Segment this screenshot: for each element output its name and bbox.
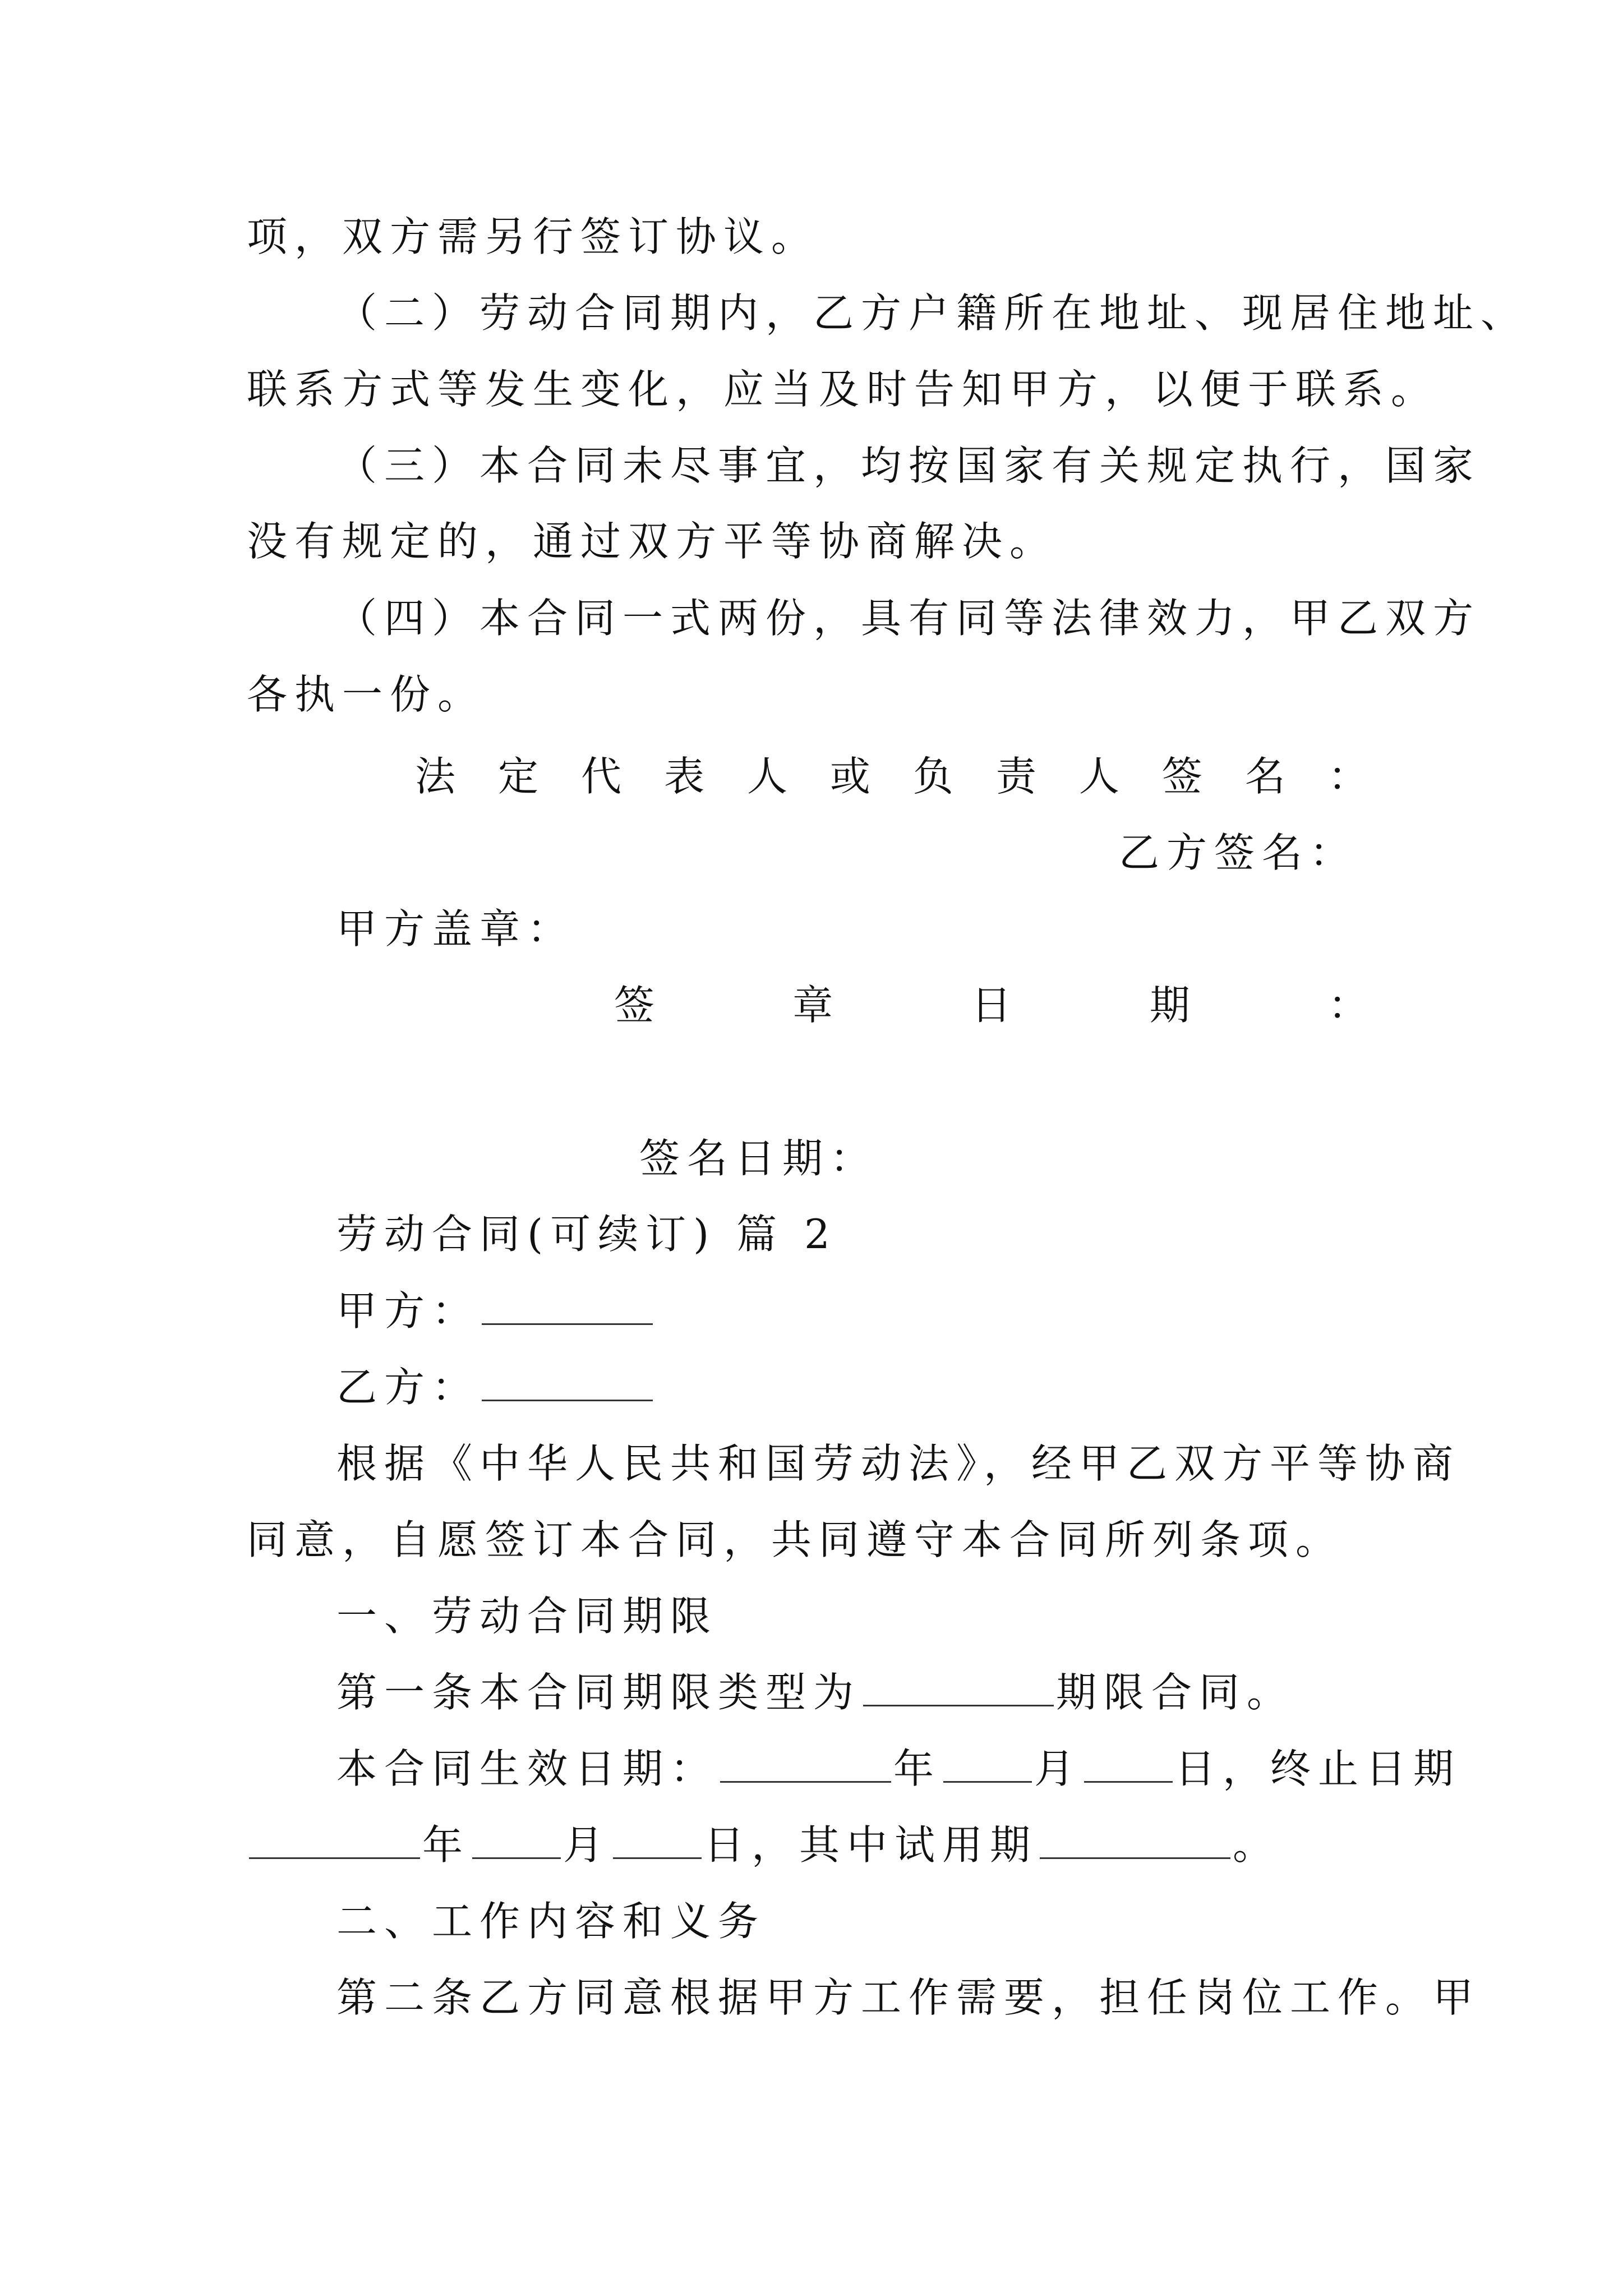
- paragraph-line: 项，双方需另行签订协议。: [247, 213, 819, 260]
- effective-year-blank: [720, 1741, 891, 1783]
- article-1-line: 第一条本合同期限类型为 期限合同。: [336, 1664, 1380, 1720]
- legal-representative-signature-label: 法 定 代 表 人 或 负 责 人 签 名 ：: [415, 753, 1368, 800]
- paragraph-line: 根据《中华人民共和国劳动法》，经甲乙双方平等协商: [336, 1440, 1461, 1487]
- party-b-field: [336, 1359, 1380, 1415]
- party-b-signature-label: 乙方签名：: [1119, 829, 1358, 876]
- effective-month-blank: [943, 1741, 1032, 1783]
- heading-contract-term: 一、劳动合同期限: [336, 1593, 718, 1640]
- contract-type-blank: [863, 1664, 1054, 1706]
- paragraph-line: （四）本合同一式两份，具有同等法律效力，甲乙双方: [336, 595, 1481, 642]
- paragraph-line: 第二条乙方同意根据甲方工作需要，担任岗位工作。甲: [336, 1974, 1481, 2021]
- effective-date-line: 本合同生效日期： 年 月 日，终止日期: [336, 1741, 1380, 1797]
- paragraph-line: 各执一份。: [247, 671, 486, 718]
- section-title: 劳动合同(可续订) 篇 2: [336, 1211, 837, 1258]
- signature-date-label: 签名日期：: [639, 1135, 878, 1182]
- party-a-field: [336, 1283, 1380, 1339]
- end-month-blank: [472, 1817, 561, 1859]
- party-a-blank: [482, 1283, 653, 1325]
- paragraph-line: 同意，自愿签订本合同，共同遵守本合同所列条项。: [247, 1516, 1344, 1563]
- heading-work-content: 二、工作内容和义务: [336, 1898, 766, 1945]
- seal-date-label: 签 章 日 期 ：: [614, 982, 1368, 1029]
- paragraph-line: （二）劳动合同期内，乙方户籍所在地址、现居住地址、: [336, 289, 1529, 337]
- termination-date-line: 年 月 日，其中试用期 。: [247, 1817, 1380, 1873]
- paragraph-line: （三）本合同未尽事宜，均按国家有关规定执行，国家: [336, 442, 1481, 489]
- end-year-blank: [249, 1817, 420, 1859]
- party-b-blank: [482, 1359, 653, 1401]
- paragraph-line: 联系方式等发生变化，应当及时告知甲方，以便于联系。: [247, 366, 1439, 413]
- party-a-seal-label: 甲方盖章：: [336, 905, 575, 953]
- effective-day-blank: [1084, 1741, 1173, 1783]
- party-a-label: 甲方：: [336, 1287, 480, 1335]
- trial-period-blank: [1040, 1817, 1230, 1859]
- paragraph-line: 没有规定的，通过双方平等协商解决。: [247, 518, 1058, 565]
- end-day-blank: [613, 1817, 702, 1859]
- party-b-label: 乙方：: [336, 1364, 480, 1411]
